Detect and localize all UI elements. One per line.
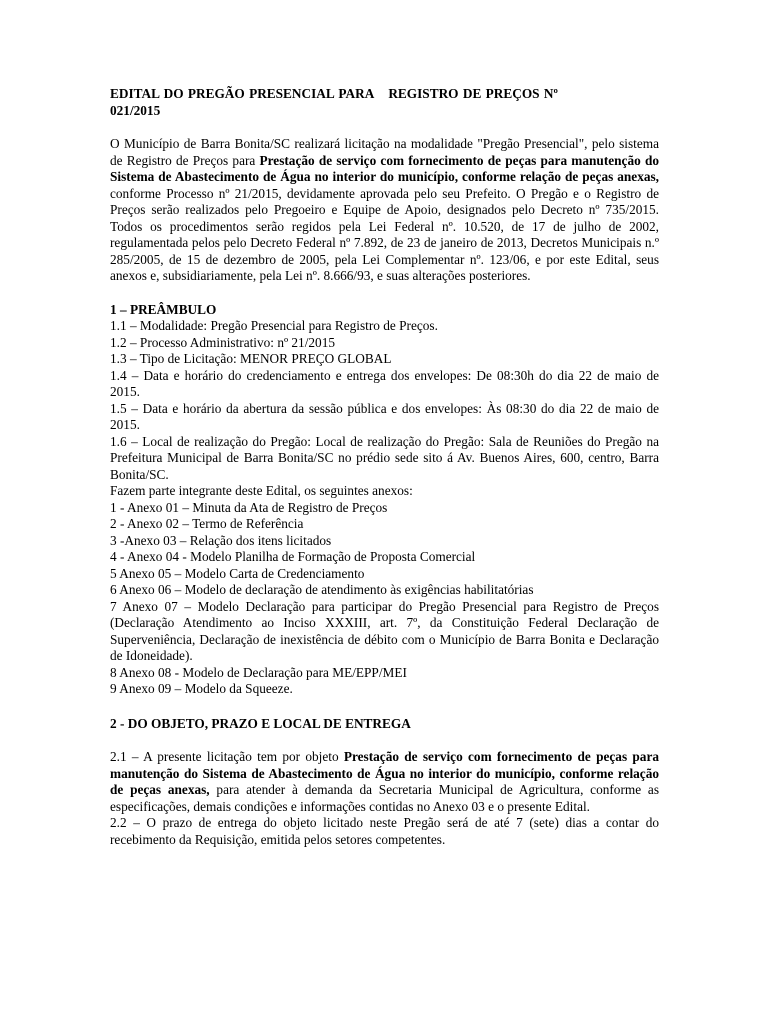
intro-part1: O Município de Barra Bonita/SC realizará licitação na modalidade "Pregão Presencial", pelo sistema de Registro de Preços para bbox=[110, 136, 659, 168]
section1-heading: 1 – PREÂMBULO bbox=[110, 301, 217, 317]
list-item: 3 -Anexo 03 – Relação dos itens licitados bbox=[110, 532, 332, 548]
section2-item1 bbox=[110, 749, 659, 815]
document-title bbox=[110, 86, 659, 119]
section2-item2: 2.2 – O prazo de entrega do objeto licitado neste Pregão será de até 7 (sete) dias a contar do recebimento da Requisição, emitida pelos setores competentes. bbox=[110, 815, 659, 847]
section2-item1-suffix: para atender à demanda da Secretaria Municipal de Agricultura, conforme as especificações, demais condições e informações contidas no Anexo 03 e o presente Edital. bbox=[110, 782, 659, 814]
list-item: 5 Anexo 05 – Modelo Carta de Credenciamento bbox=[110, 565, 365, 581]
list-item: 7 Anexo 07 – Modelo Declaração para participar do Pregão Presencial para Registro de Preços (Declaração Atendimento ao Inciso XXXIII, art. 7º, da Constituição Federal Declaração de Superveniência, Declaração de inexistência de débito com o Município de Barra Bonita e Declaração de Idoneidade). bbox=[110, 598, 659, 663]
list-item: 2 - Anexo 02 – Termo de Referência bbox=[110, 516, 304, 531]
document-page bbox=[110, 86, 659, 848]
list-item: 9 Anexo 09 – Modelo da Squeeze. bbox=[110, 681, 293, 696]
section2-item1-prefix: 2.1 – A presente licitação tem por objeto bbox=[110, 749, 344, 764]
title-line1: EDITAL DO PREGÃO PRESENCIAL PARA bbox=[110, 86, 375, 101]
list-item: 1.5 – Data e horário da abertura da sessão pública e dos envelopes: Às 08:30 do dia 22 de maio de 2015. bbox=[110, 400, 659, 432]
section2-heading: 2 - DO OBJETO, PRAZO E LOCAL DE ENTREGA bbox=[110, 715, 411, 731]
list-item: 6 Anexo 06 – Modelo de declaração de atendimento às exigências habilitatórias bbox=[110, 582, 534, 597]
list-item: 1.6 – Local de realização do Pregão: Local de realização do Pregão: Sala de Reuniões do Pregão na Prefeitura Municipal de Barra Bonita/SC no prédio sede sito á Av. Buenos Aires, 600, centro, Barra Bonita/SC. bbox=[110, 433, 659, 482]
intro-part2: conforme Processo nº 21/2015, devidamente aprovada pelo seu Prefeito. O Pregão e o Registro de Preços serão realizados pelo Pregoeiro e Equipe de Apoio, designados pelo Decreto nº 735/2015. Todos os procedimentos serão regidos pela Lei Federal nº. 10.520, de 17 de julho de 2002, regulamentada pelos pelo Decreto Federal nº 7.892, de 23 de janeiro de 2013, Decretos Municipais n.º 285/2005, de 15 de dezembro de 2005, pela Lei Complementar nº. 123/06, e por este Edital, seus anexos e, subsidiariamente, pela Lei nº. 8.666/93, e suas alterações posteriores. bbox=[110, 185, 659, 283]
list-item: 1.4 – Data e horário do credenciamento e entrega dos envelopes: De 08:30h do dia 22 de maio de 2015. bbox=[110, 367, 659, 399]
title-line1b: REGISTRO DE PREÇOS Nº bbox=[388, 86, 558, 101]
list-item: 1.2 – Processo Administrativo: nº 21/2015 bbox=[110, 334, 335, 350]
list-item: 1.3 – Tipo de Licitação: MENOR PREÇO GLOBAL bbox=[110, 351, 392, 366]
list-item: 8 Anexo 08 - Modelo de Declaração para ME/EPP/MEI bbox=[110, 664, 407, 680]
list-item: Fazem parte integrante deste Edital, os seguintes anexos: bbox=[110, 483, 413, 498]
list-item: 1.1 – Modalidade: Pregão Presencial para Registro de Preços. bbox=[110, 318, 438, 333]
section1-items bbox=[110, 318, 659, 698]
list-item: 4 - Anexo 04 - Modelo Planilha de Formação de Proposta Comercial bbox=[110, 549, 476, 564]
section2-item1-bold: Prestação de serviço com fornecimento de peças para manutenção do Sistema de Abastecimento de Água no interior do município, conforme relação de peças anexas, bbox=[110, 749, 659, 797]
intro-paragraph bbox=[110, 136, 659, 285]
intro-bold-object: Prestação de serviço com fornecimento de peças para manutenção do Sistema de Abastecimento de Água no interior do município, conforme relação de peças anexas, bbox=[110, 152, 659, 184]
list-item: 1 - Anexo 01 – Minuta da Ata de Registro de Preços bbox=[110, 499, 388, 515]
title-line2: 021/2015 bbox=[110, 102, 161, 118]
